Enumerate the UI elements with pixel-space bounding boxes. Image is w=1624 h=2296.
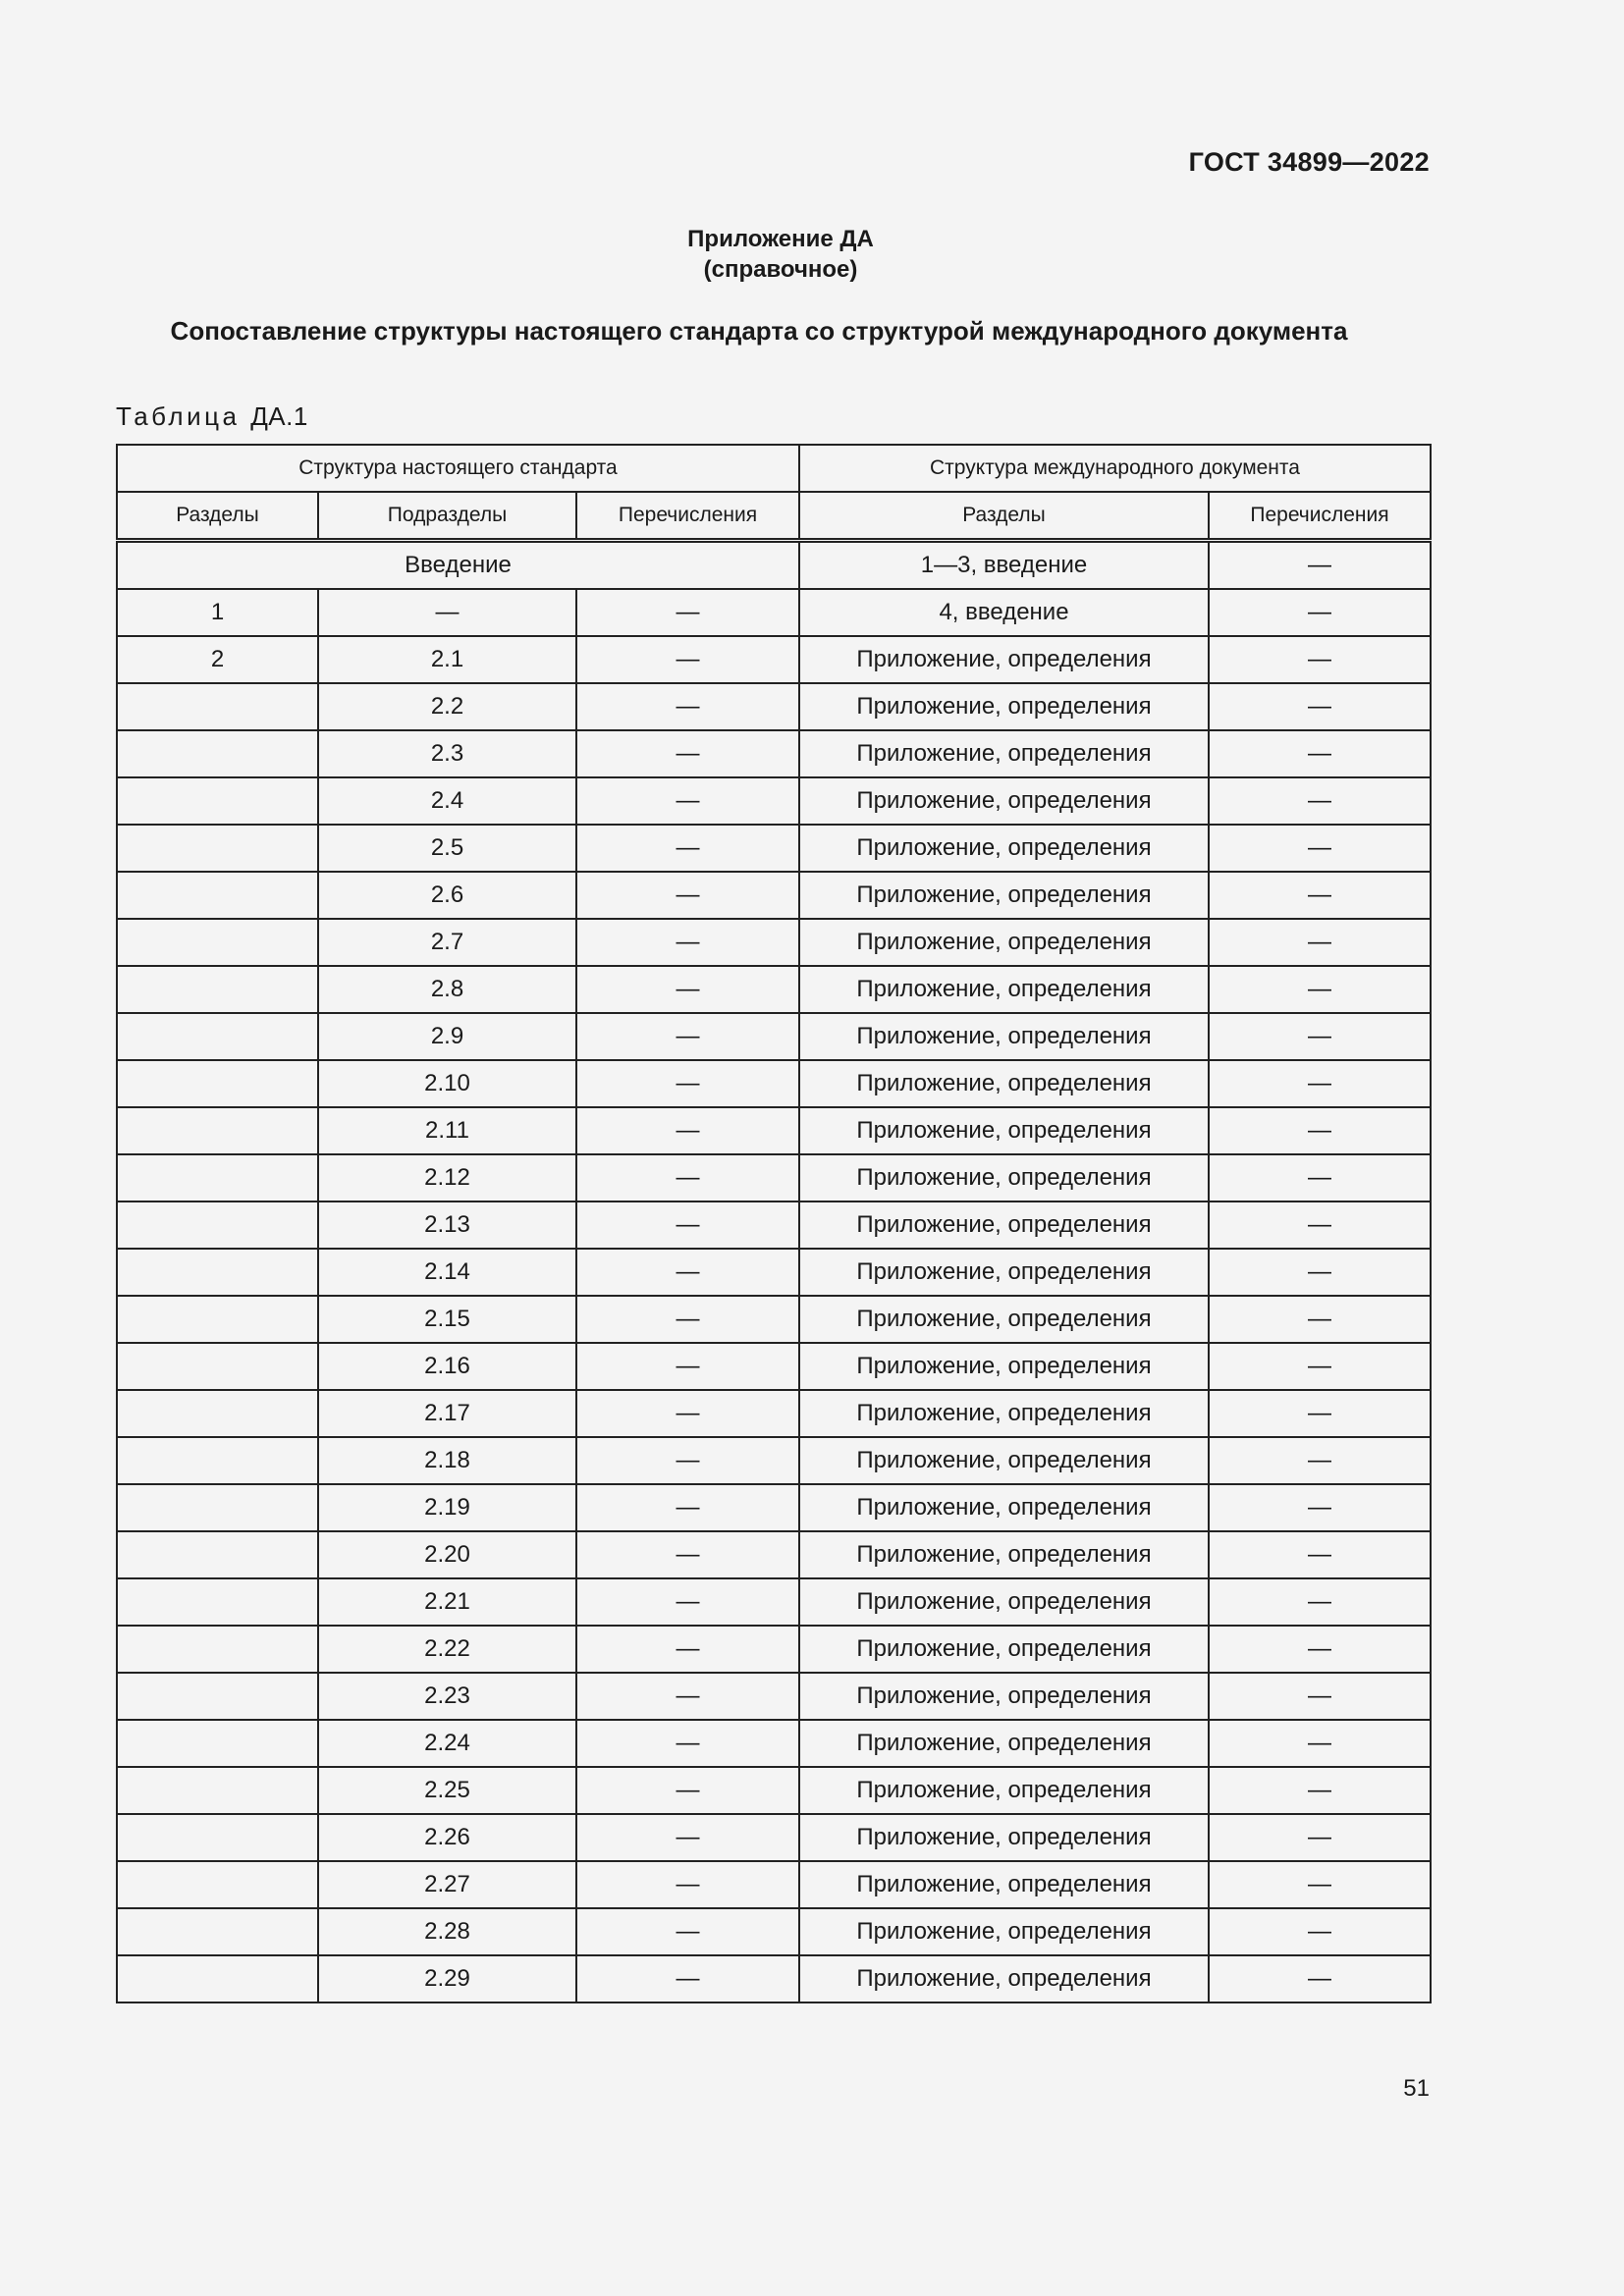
column-header-intl-sections: Разделы xyxy=(799,492,1209,541)
intl-enumeration-cell: — xyxy=(1209,919,1431,966)
subsection-cell: 2.23 xyxy=(318,1673,576,1720)
enumeration-cell: — xyxy=(576,1437,799,1484)
table-row xyxy=(117,636,1431,683)
enumeration-cell: — xyxy=(576,1955,799,2002)
section-cell xyxy=(117,1154,318,1201)
subsection-cell: 2.8 xyxy=(318,966,576,1013)
table-body xyxy=(117,541,1431,2003)
intl-section-cell: Приложение, определения xyxy=(799,1201,1209,1249)
enumeration-cell: — xyxy=(576,1720,799,1767)
subsection-cell: 2.20 xyxy=(318,1531,576,1578)
intl-enumeration-cell: — xyxy=(1209,1908,1431,1955)
subsection-cell: 2.4 xyxy=(318,777,576,825)
subsection-cell: 2.14 xyxy=(318,1249,576,1296)
column-header-subsections: Подразделы xyxy=(318,492,576,541)
subsection-cell: 2.5 xyxy=(318,825,576,872)
section-cell xyxy=(117,777,318,825)
table-row xyxy=(117,1767,1431,1814)
intl-enumeration-cell: — xyxy=(1209,966,1431,1013)
section-cell xyxy=(117,683,318,730)
section-cell xyxy=(117,1531,318,1578)
intro-intl-enumeration-cell: — xyxy=(1209,541,1431,590)
intl-section-cell: Приложение, определения xyxy=(799,1154,1209,1201)
intl-section-cell: Приложение, определения xyxy=(799,1249,1209,1296)
intl-enumeration-cell: — xyxy=(1209,1201,1431,1249)
intl-section-cell: Приложение, определения xyxy=(799,1626,1209,1673)
intl-section-cell: 4, введение xyxy=(799,589,1209,636)
intl-enumeration-cell: — xyxy=(1209,1673,1431,1720)
enumeration-cell: — xyxy=(576,730,799,777)
enumeration-cell: — xyxy=(576,1814,799,1861)
intl-section-cell: Приложение, определения xyxy=(799,1107,1209,1154)
enumeration-cell: — xyxy=(576,1343,799,1390)
intl-section-cell: Приложение, определения xyxy=(799,825,1209,872)
intl-section-cell: Приложение, определения xyxy=(799,1955,1209,2002)
intl-enumeration-cell: — xyxy=(1209,1861,1431,1908)
subsection-cell: 2.21 xyxy=(318,1578,576,1626)
subsection-cell: 2.17 xyxy=(318,1390,576,1437)
subsection-cell: 2.10 xyxy=(318,1060,576,1107)
intl-enumeration-cell: — xyxy=(1209,1814,1431,1861)
section-cell xyxy=(117,966,318,1013)
intl-section-cell: Приложение, определения xyxy=(799,1814,1209,1861)
section-cell xyxy=(117,1720,318,1767)
subsection-cell: 2.29 xyxy=(318,1955,576,2002)
section-cell xyxy=(117,919,318,966)
table-row xyxy=(117,966,1431,1013)
intro-label-cell: Введение xyxy=(117,541,799,590)
table-row xyxy=(117,1673,1431,1720)
table-row xyxy=(117,683,1431,730)
structure-comparison-table xyxy=(116,444,1432,2003)
table-row xyxy=(117,1013,1431,1060)
enumeration-cell: — xyxy=(576,825,799,872)
intl-enumeration-cell: — xyxy=(1209,825,1431,872)
subsection-cell: 2.9 xyxy=(318,1013,576,1060)
subsection-cell: 2.12 xyxy=(318,1154,576,1201)
intl-enumeration-cell: — xyxy=(1209,1531,1431,1578)
subsection-cell: 2.2 xyxy=(318,683,576,730)
table-row xyxy=(117,1107,1431,1154)
intl-enumeration-cell: — xyxy=(1209,1296,1431,1343)
intl-section-cell: Приложение, определения xyxy=(799,1484,1209,1531)
subsection-cell: 2.7 xyxy=(318,919,576,966)
intl-section-cell: Приложение, определения xyxy=(799,966,1209,1013)
intro-intl-section-cell: 1—3, введение xyxy=(799,541,1209,590)
enumeration-cell: — xyxy=(576,1767,799,1814)
section-cell xyxy=(117,1814,318,1861)
enumeration-cell: — xyxy=(576,1484,799,1531)
intl-enumeration-cell: — xyxy=(1209,1249,1431,1296)
subsection-cell: 2.19 xyxy=(318,1484,576,1531)
subsection-cell: 2.27 xyxy=(318,1861,576,1908)
intl-section-cell: Приложение, определения xyxy=(799,1578,1209,1626)
table-row xyxy=(117,1390,1431,1437)
table-caption-label: Таблица xyxy=(116,401,241,431)
table-row xyxy=(117,1484,1431,1531)
enumeration-cell: — xyxy=(576,1673,799,1720)
table-row xyxy=(117,1861,1431,1908)
subsection-cell: 2.13 xyxy=(318,1201,576,1249)
intl-enumeration-cell: — xyxy=(1209,1578,1431,1626)
intl-enumeration-cell: — xyxy=(1209,1343,1431,1390)
table-row xyxy=(117,1908,1431,1955)
table-row xyxy=(117,730,1431,777)
subsection-cell: — xyxy=(318,589,576,636)
subsection-cell: 2.24 xyxy=(318,1720,576,1767)
subsection-cell: 2.18 xyxy=(318,1437,576,1484)
section-cell xyxy=(117,1296,318,1343)
intl-enumeration-cell: — xyxy=(1209,1013,1431,1060)
intl-enumeration-cell: — xyxy=(1209,1626,1431,1673)
document-code: ГОСТ 34899—2022 xyxy=(1188,147,1430,177)
intl-enumeration-cell: — xyxy=(1209,1484,1431,1531)
intl-enumeration-cell: — xyxy=(1209,589,1431,636)
subsection-cell: 2.26 xyxy=(318,1814,576,1861)
table-row xyxy=(117,1720,1431,1767)
enumeration-cell: — xyxy=(576,1249,799,1296)
section-cell xyxy=(117,730,318,777)
subsection-cell: 2.1 xyxy=(318,636,576,683)
table-row xyxy=(117,1296,1431,1343)
section-cell xyxy=(117,1249,318,1296)
section-cell xyxy=(117,1390,318,1437)
subsection-cell: 2.25 xyxy=(318,1767,576,1814)
section-cell xyxy=(117,825,318,872)
enumeration-cell: — xyxy=(576,1390,799,1437)
intl-enumeration-cell: — xyxy=(1209,1107,1431,1154)
section-cell xyxy=(117,1578,318,1626)
table-row xyxy=(117,777,1431,825)
section-cell xyxy=(117,1767,318,1814)
section-cell xyxy=(117,1201,318,1249)
table-row xyxy=(117,1060,1431,1107)
table-row xyxy=(117,919,1431,966)
page-title: Сопоставление структуры настоящего стандарта со структурой международного документа xyxy=(170,316,1348,346)
enumeration-cell: — xyxy=(576,777,799,825)
subsection-cell: 2.3 xyxy=(318,730,576,777)
section-cell xyxy=(117,1060,318,1107)
enumeration-cell: — xyxy=(576,589,799,636)
table-row xyxy=(117,1814,1431,1861)
enumeration-cell: — xyxy=(576,1861,799,1908)
enumeration-cell: — xyxy=(576,872,799,919)
enumeration-cell: — xyxy=(576,919,799,966)
table-row xyxy=(117,1154,1431,1201)
table-row xyxy=(117,1437,1431,1484)
enumeration-cell: — xyxy=(576,1060,799,1107)
intl-enumeration-cell: — xyxy=(1209,777,1431,825)
table-row xyxy=(117,1249,1431,1296)
table-row xyxy=(117,1955,1431,2002)
enumeration-cell: — xyxy=(576,1201,799,1249)
intl-enumeration-cell: — xyxy=(1209,1390,1431,1437)
intl-enumeration-cell: — xyxy=(1209,636,1431,683)
table-row xyxy=(117,825,1431,872)
enumeration-cell: — xyxy=(576,1531,799,1578)
intl-section-cell: Приложение, определения xyxy=(799,1673,1209,1720)
subsection-cell: 2.22 xyxy=(318,1626,576,1673)
section-cell xyxy=(117,1107,318,1154)
column-header-enumerations: Перечисления xyxy=(576,492,799,541)
intl-section-cell: Приложение, определения xyxy=(799,1437,1209,1484)
intl-section-cell: Приложение, определения xyxy=(799,683,1209,730)
table-row xyxy=(117,1201,1431,1249)
enumeration-cell: — xyxy=(576,636,799,683)
table-row xyxy=(117,1343,1431,1390)
subsection-cell: 2.15 xyxy=(318,1296,576,1343)
intl-section-cell: Приложение, определения xyxy=(799,1767,1209,1814)
intl-section-cell: Приложение, определения xyxy=(799,1343,1209,1390)
section-cell xyxy=(117,1908,318,1955)
intl-section-cell: Приложение, определения xyxy=(799,1013,1209,1060)
section-cell xyxy=(117,1673,318,1720)
enumeration-cell: — xyxy=(576,966,799,1013)
section-cell: 2 xyxy=(117,636,318,683)
intl-enumeration-cell: — xyxy=(1209,1720,1431,1767)
section-cell xyxy=(117,1343,318,1390)
enumeration-cell: — xyxy=(576,1154,799,1201)
enumeration-cell: — xyxy=(576,1013,799,1060)
intl-section-cell: Приложение, определения xyxy=(799,919,1209,966)
intl-section-cell: Приложение, определения xyxy=(799,777,1209,825)
intl-section-cell: Приложение, определения xyxy=(799,1720,1209,1767)
section-cell xyxy=(117,1437,318,1484)
intl-section-cell: Приложение, определения xyxy=(799,1060,1209,1107)
intl-enumeration-cell: — xyxy=(1209,1154,1431,1201)
appendix-title: Приложение ДА xyxy=(687,226,874,252)
column-header-sections: Разделы xyxy=(117,492,318,541)
table-row-introduction xyxy=(117,541,1431,590)
intl-section-cell: Приложение, определения xyxy=(799,1908,1209,1955)
section-cell xyxy=(117,1626,318,1673)
subsection-cell: 2.11 xyxy=(318,1107,576,1154)
appendix-subtitle: (справочное) xyxy=(703,256,858,283)
enumeration-cell: — xyxy=(576,1908,799,1955)
enumeration-cell: — xyxy=(576,1107,799,1154)
intl-section-cell: Приложение, определения xyxy=(799,1296,1209,1343)
section-cell xyxy=(117,872,318,919)
intl-section-cell: Приложение, определения xyxy=(799,730,1209,777)
enumeration-cell: — xyxy=(576,1626,799,1673)
table-caption-number: ДА.1 xyxy=(250,401,308,431)
appendix-heading xyxy=(0,224,1561,285)
intl-enumeration-cell: — xyxy=(1209,1955,1431,2002)
intl-section-cell: Приложение, определения xyxy=(799,1390,1209,1437)
intl-enumeration-cell: — xyxy=(1209,1437,1431,1484)
intl-section-cell: Приложение, определения xyxy=(799,872,1209,919)
intl-enumeration-cell: — xyxy=(1209,683,1431,730)
intl-enumeration-cell: — xyxy=(1209,1060,1431,1107)
column-header-intl-enumerations: Перечисления xyxy=(1209,492,1431,541)
section-cell xyxy=(117,1013,318,1060)
section-cell xyxy=(117,1861,318,1908)
enumeration-cell: — xyxy=(576,1578,799,1626)
section-cell xyxy=(117,1955,318,2002)
intl-section-cell: Приложение, определения xyxy=(799,1531,1209,1578)
table-row xyxy=(117,1626,1431,1673)
intl-enumeration-cell: — xyxy=(1209,1767,1431,1814)
table-caption xyxy=(116,401,308,432)
subsection-cell: 2.16 xyxy=(318,1343,576,1390)
intl-section-cell: Приложение, определения xyxy=(799,1861,1209,1908)
group-header-international: Структура международного документа xyxy=(799,445,1431,492)
table-row xyxy=(117,872,1431,919)
subsection-cell: 2.28 xyxy=(318,1908,576,1955)
intl-section-cell: Приложение, определения xyxy=(799,636,1209,683)
intl-enumeration-cell: — xyxy=(1209,872,1431,919)
table-row xyxy=(117,589,1431,636)
page-number: 51 xyxy=(1403,2075,1430,2102)
table-row xyxy=(117,1531,1431,1578)
intl-enumeration-cell: — xyxy=(1209,730,1431,777)
section-cell xyxy=(117,1484,318,1531)
group-header-this-standard: Структура настоящего стандарта xyxy=(117,445,799,492)
enumeration-cell: — xyxy=(576,683,799,730)
subsection-cell: 2.6 xyxy=(318,872,576,919)
table-row xyxy=(117,1578,1431,1626)
section-cell: 1 xyxy=(117,589,318,636)
enumeration-cell: — xyxy=(576,1296,799,1343)
